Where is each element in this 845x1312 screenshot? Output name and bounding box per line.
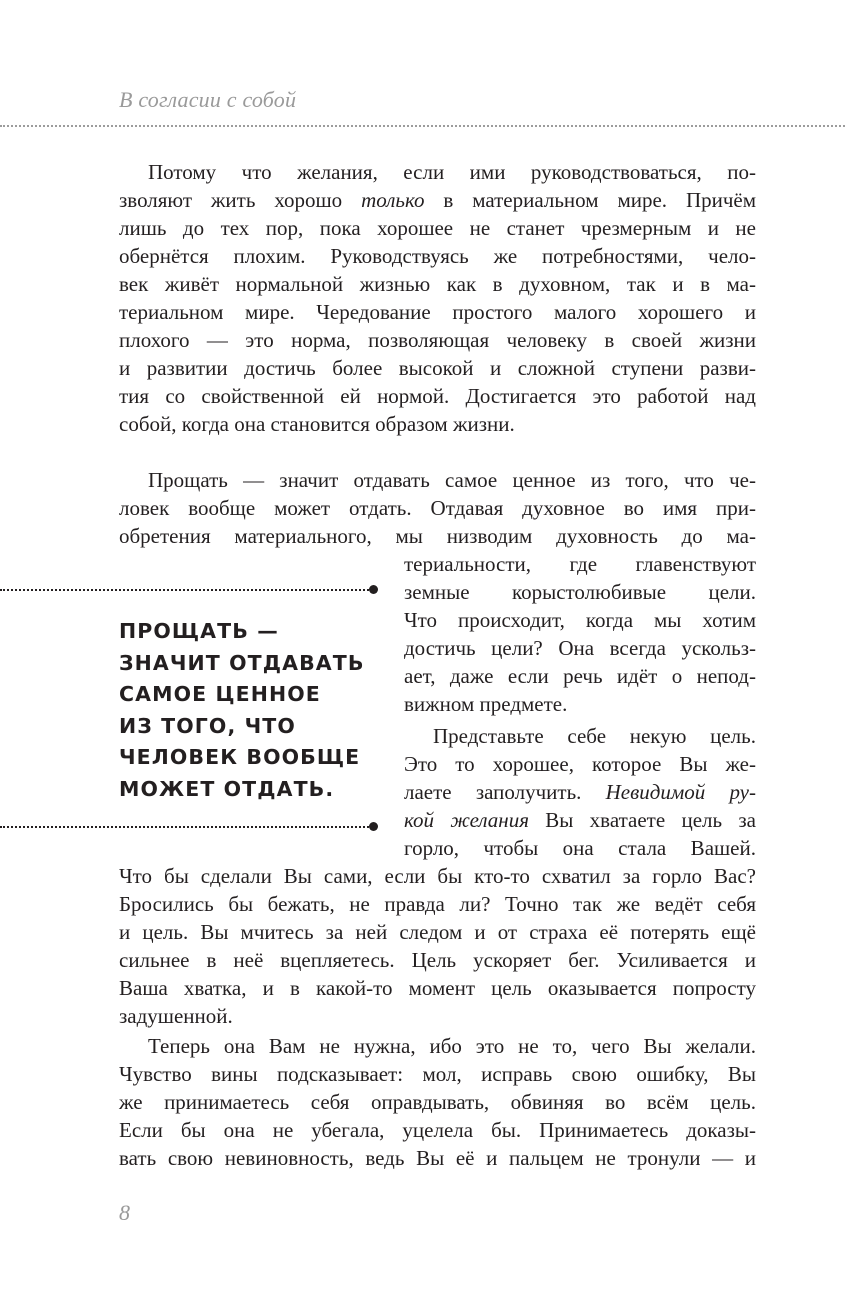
text-fragment: зволяют жить хорошо bbox=[119, 188, 343, 212]
pull-quote-bottom-rule bbox=[0, 826, 372, 828]
text-line: Потому что желания, если ими руководствоваться, по- bbox=[148, 160, 756, 184]
header-dotted-rule bbox=[0, 125, 845, 127]
emphasis: только bbox=[361, 188, 425, 212]
text-line: задушенной. bbox=[119, 1004, 233, 1028]
text-fragment: лаете заполучить. bbox=[404, 780, 582, 804]
text-line: Что бы сделали Вы сами, если бы кто-то схватил за горло Вас? bbox=[119, 864, 756, 888]
text-line: лишь до тех пор, пока хорошее не станет чрезмерным и не bbox=[119, 216, 756, 240]
text-line: горло, чтобы она стала Вашей. bbox=[404, 836, 756, 860]
pull-quote-line: САМОЕ ЦЕННОЕ bbox=[119, 682, 321, 706]
text-line: Что происходит, когда мы хотим bbox=[404, 608, 756, 632]
pull-quote-bottom-dot bbox=[369, 822, 378, 831]
text-line: и цель. Вы мчитесь за ней следом и от страха её потерять ещё bbox=[119, 920, 756, 944]
page-number: 8 bbox=[119, 1200, 130, 1225]
text-line: ловек вообще может отдать. Отдавая духовное во имя при- bbox=[119, 496, 756, 520]
text-line: век живёт нормальной жизнью как в духовном, так и в ма- bbox=[119, 272, 756, 296]
pull-quote-line: ПРОЩАТЬ — bbox=[119, 619, 279, 643]
emphasis: Невидимой ру- bbox=[605, 780, 756, 804]
text-line bbox=[404, 806, 756, 834]
pull-quote-line: ЗНАЧИТ ОТДАВАТЬ bbox=[119, 650, 365, 675]
text-line: териальности, где главенствуют bbox=[404, 552, 756, 576]
text-line: же принимаетесь себя оправдывать, обвиняя во всём цель. bbox=[119, 1090, 756, 1114]
text-line bbox=[404, 778, 756, 806]
pull-quote-top-dot bbox=[369, 585, 378, 594]
text-line: ает, даже если речь идёт о непод- bbox=[404, 664, 756, 688]
text-line: вать свою невиновность, ведь Вы её и пальцем не тронули — и bbox=[119, 1146, 756, 1170]
text-line: Теперь она Вам не нужна, ибо это не то, чего Вы желали. bbox=[148, 1034, 756, 1058]
pull-quote-line: ЧЕЛОВЕК ВООБЩЕ bbox=[119, 745, 361, 769]
text-line: Это то хорошее, которое Вы же- bbox=[404, 752, 756, 776]
text-line: Прощать — значит отдавать самое ценное из того, что че- bbox=[148, 468, 756, 492]
text-line: Представьте себе некую цель. bbox=[433, 724, 756, 748]
text-line: собой, когда она становится образом жизни. bbox=[119, 412, 515, 436]
text-line: и развитии достичь более высокой и сложной ступени разви- bbox=[119, 356, 756, 380]
text-line: вижном предмете. bbox=[404, 692, 568, 716]
text-line: Если бы она не убегала, уцелела бы. Принимаетесь доказы- bbox=[119, 1118, 756, 1142]
text-line: достичь цели? Она всегда ускольз- bbox=[404, 636, 756, 660]
text-fragment: в материальном мире. Причём bbox=[443, 188, 757, 212]
text-line bbox=[119, 186, 756, 214]
text-line: териальном мире. Чередование простого малого хорошего и bbox=[119, 300, 756, 324]
text-line: тия со свойственной ей нормой. Достигается это работой над bbox=[119, 384, 756, 408]
text-line: сильнее в неё вцепляетесь. Цель ускоряет бег. Усиливается и bbox=[119, 948, 756, 972]
pull-quote-line: ИЗ ТОГО, ЧТО bbox=[119, 713, 296, 738]
text-line: обретения материального, мы низводим духовность до ма- bbox=[119, 524, 756, 548]
text-line: плохого — это норма, позволяющая человеку в своей жизни bbox=[119, 328, 756, 352]
text-line: земные корыстолюбивые цели. bbox=[404, 580, 756, 604]
text-fragment: Вы хватаете цель за bbox=[545, 808, 756, 832]
text-line: Бросились бы бежать, не правда ли? Точно так же ведёт себя bbox=[119, 892, 756, 916]
running-head: В согласии с собой bbox=[119, 87, 297, 112]
emphasis: кой желания bbox=[404, 808, 529, 832]
text-line: Ваша хватка, и в какой-то момент цель оказывается попросту bbox=[119, 976, 756, 1000]
pull-quote bbox=[119, 616, 379, 805]
pull-quote-top-rule bbox=[0, 589, 372, 591]
text-line: Чувство вины подсказывает: мол, исправь свою ошибку, Вы bbox=[119, 1062, 756, 1086]
pull-quote-line: МОЖЕТ ОТДАТЬ. bbox=[119, 776, 335, 801]
text-line: обернётся плохим. Руководствуясь же потребностями, чело- bbox=[119, 244, 756, 268]
